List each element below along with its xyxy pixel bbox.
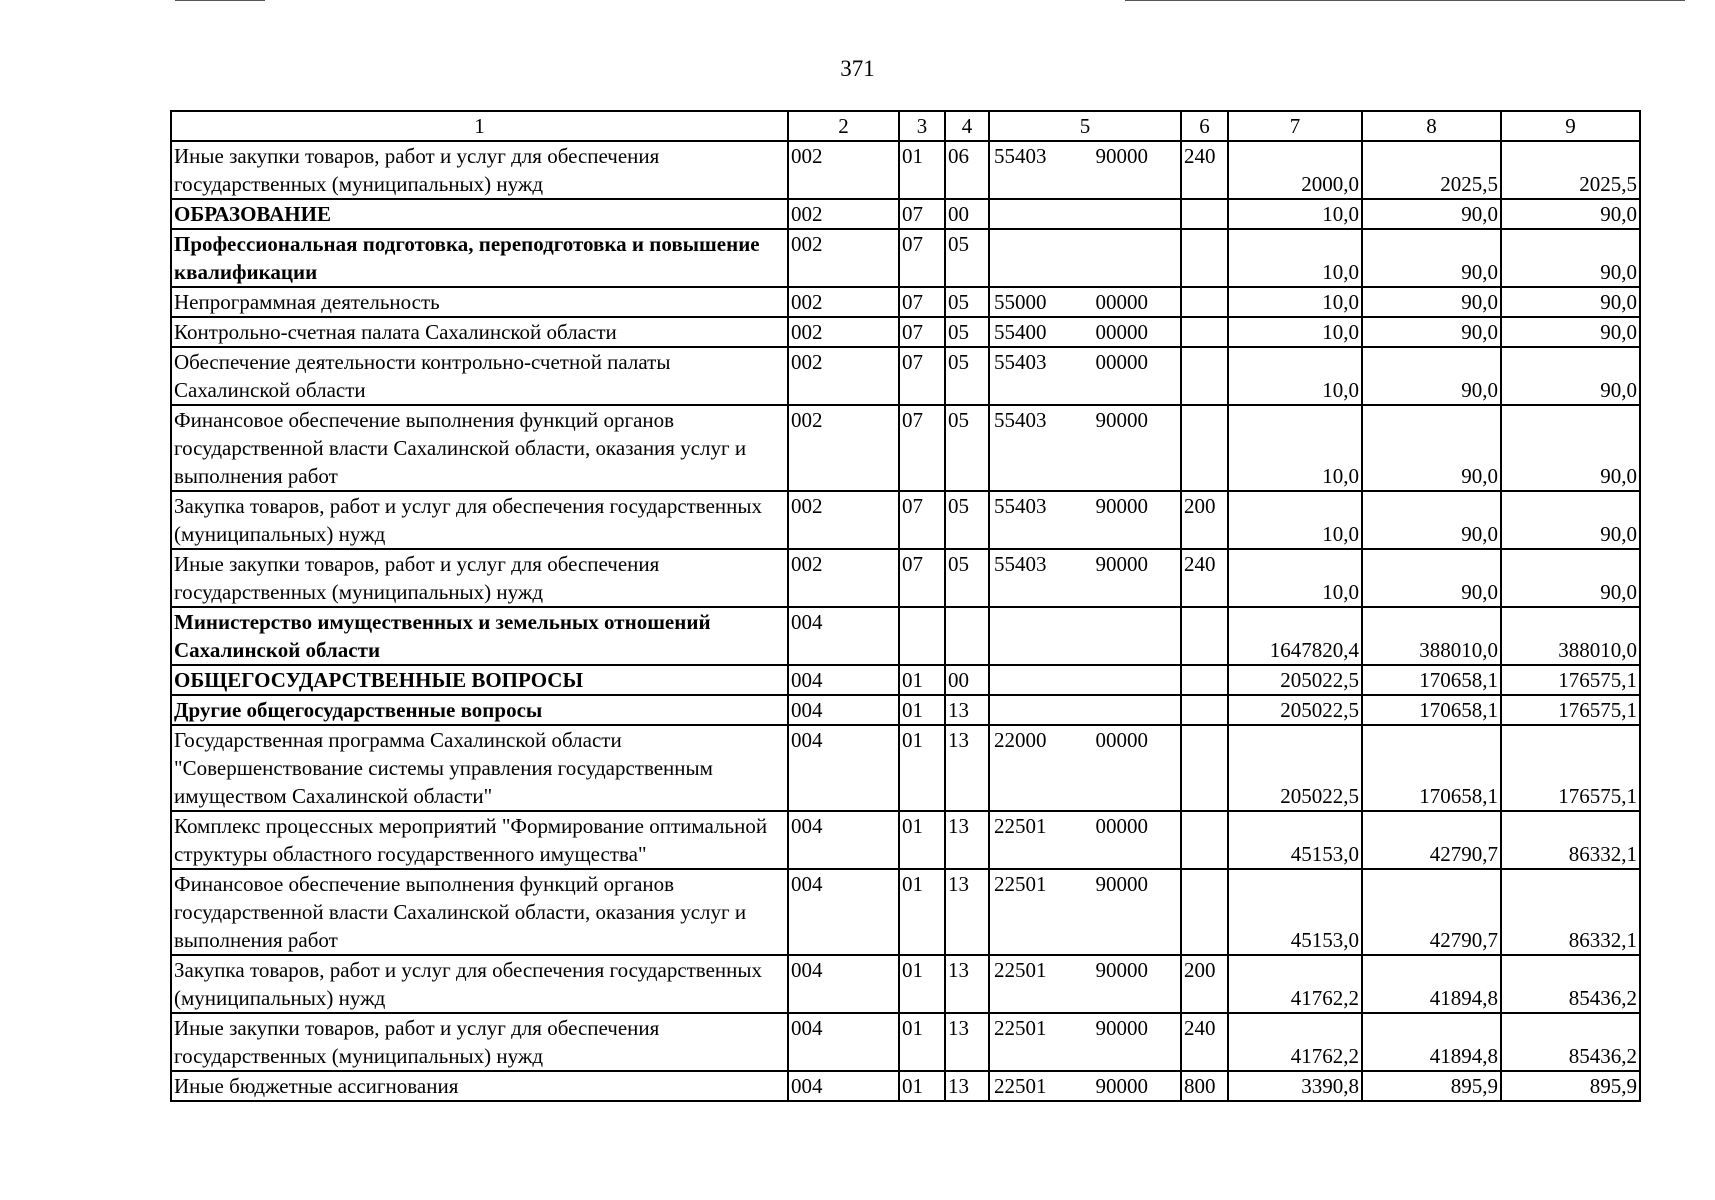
item-name: Государственная программа Сахалинской области "Совершенствование системы управления государственным имуществом Сахалинской области" [171, 725, 788, 811]
column-header: 6 [1181, 111, 1228, 141]
amount-col-7: 45153,0 [1228, 869, 1362, 955]
table-row [171, 811, 1640, 869]
subsection-code: 13 [945, 695, 989, 725]
amount-col-8: 895,9 [1362, 1071, 1501, 1101]
column-header: 1 [171, 111, 788, 141]
section-code: 01 [899, 811, 945, 869]
direction-code: 90000 [1095, 1016, 1148, 1040]
expense-type-code: 240 [1181, 549, 1228, 607]
amount-col-8: 170658,1 [1362, 665, 1501, 695]
item-name: Комплекс процессных мероприятий "Формирование оптимальной структуры областного государственного имущества" [171, 811, 788, 869]
amount-col-9: 90,0 [1501, 229, 1640, 287]
amount-col-7: 205022,5 [1228, 695, 1362, 725]
subsection-code: 05 [945, 405, 989, 491]
item-name: Закупка товаров, работ и услуг для обеспечения государственных (муниципальных) нужд [171, 491, 788, 549]
amount-col-9: 90,0 [1501, 347, 1640, 405]
amount-col-8: 41894,8 [1362, 1013, 1501, 1071]
ministry-code: 002 [788, 405, 899, 491]
amount-col-9: 90,0 [1501, 491, 1640, 549]
section-code: 01 [899, 141, 945, 199]
amount-col-8: 90,0 [1362, 491, 1501, 549]
program-code: 55403 [994, 408, 1047, 432]
program-code: 22501 [994, 1016, 1047, 1040]
item-name: Иные закупки товаров, работ и услуг для обеспечения государственных (муниципальных) нужд [171, 549, 788, 607]
ministry-code: 002 [788, 287, 899, 317]
item-name: Закупка товаров, работ и услуг для обеспечения государственных (муниципальных) нужд [171, 955, 788, 1013]
amount-col-8: 42790,7 [1362, 811, 1501, 869]
program-code: 22501 [994, 814, 1047, 838]
item-name: Иные закупки товаров, работ и услуг для обеспечения государственных (муниципальных) нужд [171, 141, 788, 199]
target-article-code [989, 405, 1181, 491]
target-article-code [989, 1071, 1181, 1101]
ministry-code: 002 [788, 317, 899, 347]
expense-type-code: 240 [1181, 141, 1228, 199]
column-header: 8 [1362, 111, 1501, 141]
table-row [171, 491, 1640, 549]
expense-type-code [1181, 405, 1228, 491]
amount-col-7: 45153,0 [1228, 811, 1362, 869]
amount-col-9: 90,0 [1501, 199, 1640, 229]
scan-edge-line [175, 0, 265, 1]
amount-col-8: 90,0 [1362, 347, 1501, 405]
subsection-code: 13 [945, 1013, 989, 1071]
table-row [171, 1013, 1640, 1071]
target-article-code [989, 607, 1181, 665]
amount-col-7: 41762,2 [1228, 955, 1362, 1013]
item-name: Непрограммная деятельность [171, 287, 788, 317]
amount-col-8: 170658,1 [1362, 725, 1501, 811]
target-article-code [989, 869, 1181, 955]
amount-col-7: 2000,0 [1228, 141, 1362, 199]
ministry-code: 004 [788, 1071, 899, 1101]
target-article-code [989, 287, 1181, 317]
program-code: 55403 [994, 350, 1047, 374]
item-name: Контрольно-счетная палата Сахалинской области [171, 317, 788, 347]
expense-type-code: 800 [1181, 1071, 1228, 1101]
item-name: Обеспечение деятельности контрольно-счетной палаты Сахалинской области [171, 347, 788, 405]
program-code: 22000 [994, 728, 1047, 752]
amount-col-8: 90,0 [1362, 287, 1501, 317]
amount-col-8: 2025,5 [1362, 141, 1501, 199]
item-name: Иные бюджетные ассигнования [171, 1071, 788, 1101]
table-row [171, 229, 1640, 287]
table-row [171, 695, 1640, 725]
target-article-code [989, 491, 1181, 549]
ministry-code: 002 [788, 347, 899, 405]
section-code: 07 [899, 317, 945, 347]
direction-code: 90000 [1095, 958, 1148, 982]
amount-col-9: 86332,1 [1501, 869, 1640, 955]
item-name: Другие общегосударственные вопросы [171, 695, 788, 725]
amount-col-9: 86332,1 [1501, 811, 1640, 869]
target-article-code [989, 725, 1181, 811]
amount-col-8: 41894,8 [1362, 955, 1501, 1013]
ministry-code: 004 [788, 869, 899, 955]
ministry-code: 004 [788, 607, 899, 665]
subsection-code: 00 [945, 199, 989, 229]
budget-table [170, 110, 1641, 1102]
expense-type-code: 240 [1181, 1013, 1228, 1071]
section-code: 07 [899, 405, 945, 491]
subsection-code: 06 [945, 141, 989, 199]
amount-col-7: 10,0 [1228, 199, 1362, 229]
amount-col-8: 90,0 [1362, 405, 1501, 491]
direction-code: 00000 [1095, 320, 1148, 344]
table-row [171, 1071, 1640, 1101]
column-header: 9 [1501, 111, 1640, 141]
expense-type-code [1181, 665, 1228, 695]
expense-type-code [1181, 199, 1228, 229]
table-row [171, 549, 1640, 607]
direction-code: 90000 [1095, 872, 1148, 896]
ministry-code: 004 [788, 725, 899, 811]
section-code: 01 [899, 955, 945, 1013]
section-code: 01 [899, 1071, 945, 1101]
subsection-code: 13 [945, 811, 989, 869]
ministry-code: 004 [788, 665, 899, 695]
amount-col-8: 90,0 [1362, 199, 1501, 229]
target-article-code [989, 141, 1181, 199]
amount-col-7: 10,0 [1228, 347, 1362, 405]
target-article-code [989, 811, 1181, 869]
expense-type-code [1181, 607, 1228, 665]
subsection-code [945, 607, 989, 665]
section-code: 07 [899, 549, 945, 607]
amount-col-9: 176575,1 [1501, 695, 1640, 725]
amount-col-9: 90,0 [1501, 287, 1640, 317]
target-article-code [989, 317, 1181, 347]
target-article-code [989, 695, 1181, 725]
direction-code: 90000 [1095, 494, 1148, 518]
page-number: 371 [840, 56, 875, 81]
amount-col-8: 90,0 [1362, 317, 1501, 347]
table-body [171, 141, 1640, 1101]
ministry-code: 002 [788, 491, 899, 549]
table-row [171, 607, 1640, 665]
table-row [171, 725, 1640, 811]
section-code: 07 [899, 287, 945, 317]
ministry-code: 004 [788, 811, 899, 869]
section-code: 07 [899, 199, 945, 229]
target-article-code [989, 1013, 1181, 1071]
expense-type-code [1181, 725, 1228, 811]
program-code: 22501 [994, 872, 1047, 896]
target-article-code [989, 665, 1181, 695]
amount-col-9: 90,0 [1501, 405, 1640, 491]
amount-col-8: 170658,1 [1362, 695, 1501, 725]
direction-code: 90000 [1095, 408, 1148, 432]
program-code: 22501 [994, 958, 1047, 982]
item-name: Иные закупки товаров, работ и услуг для обеспечения государственных (муниципальных) нужд [171, 1013, 788, 1071]
subsection-code: 05 [945, 549, 989, 607]
target-article-code [989, 347, 1181, 405]
ministry-code: 002 [788, 141, 899, 199]
target-article-code [989, 955, 1181, 1013]
amount-col-9: 895,9 [1501, 1071, 1640, 1101]
amount-col-8: 42790,7 [1362, 869, 1501, 955]
table-row [171, 405, 1640, 491]
amount-col-7: 10,0 [1228, 317, 1362, 347]
section-code: 07 [899, 347, 945, 405]
ministry-code: 004 [788, 695, 899, 725]
amount-col-7: 10,0 [1228, 405, 1362, 491]
scan-edge-line [1125, 0, 1685, 1]
program-code: 55000 [994, 290, 1047, 314]
subsection-code: 05 [945, 317, 989, 347]
direction-code: 00000 [1095, 728, 1148, 752]
column-header: 4 [945, 111, 989, 141]
amount-col-9: 85436,2 [1501, 955, 1640, 1013]
expense-type-code: 200 [1181, 955, 1228, 1013]
direction-code: 00000 [1095, 350, 1148, 374]
subsection-code: 05 [945, 491, 989, 549]
expense-type-code [1181, 869, 1228, 955]
subsection-code: 00 [945, 665, 989, 695]
direction-code: 00000 [1095, 290, 1148, 314]
item-name: Профессиональная подготовка, переподготовка и повышение квалификации [171, 229, 788, 287]
ministry-code: 002 [788, 229, 899, 287]
table-row [171, 287, 1640, 317]
amount-col-9: 90,0 [1501, 317, 1640, 347]
column-header: 5 [989, 111, 1181, 141]
section-code: 01 [899, 725, 945, 811]
section-code [899, 607, 945, 665]
amount-col-7: 10,0 [1228, 549, 1362, 607]
amount-col-9: 90,0 [1501, 549, 1640, 607]
item-name: Финансовое обеспечение выполнения функций органов государственной власти Сахалинской области, оказания услуг и выполнения работ [171, 405, 788, 491]
amount-col-7: 10,0 [1228, 287, 1362, 317]
amount-col-9: 85436,2 [1501, 1013, 1640, 1071]
expense-type-code [1181, 695, 1228, 725]
column-header: 7 [1228, 111, 1362, 141]
program-code: 55400 [994, 320, 1047, 344]
expense-type-code [1181, 287, 1228, 317]
section-code: 07 [899, 229, 945, 287]
direction-code: 90000 [1095, 144, 1148, 168]
amount-col-7: 1647820,4 [1228, 607, 1362, 665]
amount-col-9: 176575,1 [1501, 665, 1640, 695]
amount-col-7: 205022,5 [1228, 725, 1362, 811]
table-row [171, 955, 1640, 1013]
subsection-code: 05 [945, 287, 989, 317]
item-name: ОБРАЗОВАНИЕ [171, 199, 788, 229]
subsection-code: 05 [945, 347, 989, 405]
item-name: Финансовое обеспечение выполнения функций органов государственной власти Сахалинской области, оказания услуг и выполнения работ [171, 869, 788, 955]
expense-type-code [1181, 317, 1228, 347]
section-code: 01 [899, 665, 945, 695]
direction-code: 90000 [1095, 552, 1148, 576]
subsection-code: 13 [945, 955, 989, 1013]
amount-col-7: 3390,8 [1228, 1071, 1362, 1101]
program-code: 55403 [994, 144, 1047, 168]
subsection-code: 13 [945, 725, 989, 811]
section-code: 01 [899, 1013, 945, 1071]
amount-col-8: 90,0 [1362, 549, 1501, 607]
ministry-code: 004 [788, 1013, 899, 1071]
table-row [171, 665, 1640, 695]
amount-col-9: 388010,0 [1501, 607, 1640, 665]
item-name: ОБЩЕГОСУДАРСТВЕННЫЕ ВОПРОСЫ [171, 665, 788, 695]
expense-type-code [1181, 229, 1228, 287]
table-row [171, 869, 1640, 955]
table-row [171, 141, 1640, 199]
column-header: 2 [788, 111, 899, 141]
ministry-code: 004 [788, 955, 899, 1013]
direction-code: 00000 [1095, 814, 1148, 838]
amount-col-7: 10,0 [1228, 229, 1362, 287]
amount-col-9: 176575,1 [1501, 725, 1640, 811]
program-code: 55403 [994, 494, 1047, 518]
subsection-code: 05 [945, 229, 989, 287]
target-article-code [989, 199, 1181, 229]
amount-col-8: 90,0 [1362, 229, 1501, 287]
table-row [171, 347, 1640, 405]
amount-col-7: 205022,5 [1228, 665, 1362, 695]
subsection-code: 13 [945, 869, 989, 955]
expense-type-code [1181, 811, 1228, 869]
amount-col-7: 10,0 [1228, 491, 1362, 549]
amount-col-9: 2025,5 [1501, 141, 1640, 199]
expense-type-code [1181, 347, 1228, 405]
target-article-code [989, 229, 1181, 287]
program-code: 22501 [994, 1074, 1047, 1098]
section-code: 01 [899, 869, 945, 955]
program-code: 55403 [994, 552, 1047, 576]
section-code: 01 [899, 695, 945, 725]
direction-code: 90000 [1095, 1074, 1148, 1098]
subsection-code: 13 [945, 1071, 989, 1101]
header-row [171, 111, 1640, 141]
item-name: Министерство имущественных и земельных отношений Сахалинской области [171, 607, 788, 665]
ministry-code: 002 [788, 549, 899, 607]
ministry-code: 002 [788, 199, 899, 229]
table-row [171, 199, 1640, 229]
column-header: 3 [899, 111, 945, 141]
target-article-code [989, 549, 1181, 607]
expense-type-code: 200 [1181, 491, 1228, 549]
amount-col-7: 41762,2 [1228, 1013, 1362, 1071]
section-code: 07 [899, 491, 945, 549]
table-row [171, 317, 1640, 347]
amount-col-8: 388010,0 [1362, 607, 1501, 665]
